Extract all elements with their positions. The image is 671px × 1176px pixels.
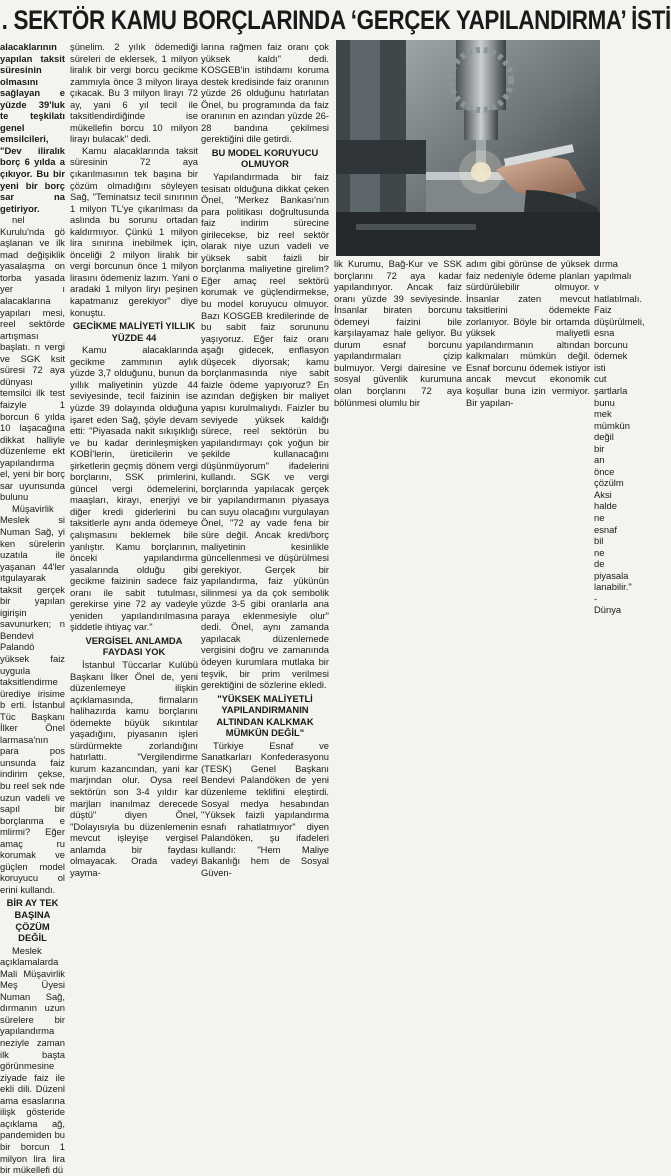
paragraph: larına rağmen faiz oranı çok yüksek kaldı" dedi. KOSGEB'in istihdamı koruma destek kredisinde faiz oranının yüzde 26 olduğunu hatırlatan Önel, bu programında da faiz oranının en azından yüzde 26-28 bandına çekilmesi gerektiğini dile getirdi. [201,41,329,145]
subheading: BİR AY TEK BAŞINA ÇÖZÜM DEĞİL [6,897,59,944]
paragraph: alacaklarının yapılan taksit süresinin olmasını sağlayan e yüzde 39'luk te teşkilatı genel emsilcileri, "Dev iliralık borç 6 yılda a çıkıyor. Bu bir yeni bir borç sar na getiriyor. [0,41,65,214]
column-5 [466,258,590,600]
machining-illustration [336,40,600,256]
column-4 [334,258,462,600]
column-2 [70,41,198,878]
paragraph: Kamu alacaklarında taksit süresinin 72 aya çıkarılmasının tek başına bir çözüm olmadığını söyleyen Sağ, "Teminatsız tecil sınırının 1 milyon TL'ye çıkarılması da aslında bu sorunu ortadan kaldırmıyor. Çünkü 1 milyon lira sınırına inebilmek için, önceliği 2 milyon liralık bir vergi borcunun önce 1 milyon lirasını ödemeniz lazım. Yani o aradaki 1 milyon liryı peşinen kapatmanız gerekiyor" diye konuştu. [70,144,198,318]
paragraph: şünelim. 2 yılık ödemediği süreleri de eklersek, 1 milyon liralık bir vergi borcu gecikme zammıyla önce 3 milyon liraya çıkacak. Bu 3 milyon lirayı 72 ay, yani 6 yıl tecil ile taksitlendirdiğinde ise mükellefin borcu 10 milyon lirayı bulacak" dedi. [70,41,198,145]
headline: . SEKTÖR KAMU BORÇLARINDA ‘GERÇEK YAPILANDIRMA’ İSTİ [1,5,671,35]
paragraph: nel Kurulu'nda gö aşlanan ve ilk mad değişiklik yasalaşma on torba yasada yer ı alacaklarına yapıları mesi, reel sektörde artışması başlatı. n vergi ve SGK ksit süresi 72 aya dünyası temsilci ilk test faizyle 1 borcun 6 yılda 10 laşacağına dikkat halliyle düzenleme ekt yapılandırma el, yeni bir borç sar uyunsunda bulunu [0,214,65,503]
column-1 [0,41,65,1176]
subheading: GECİKME MALİYETİ YILLIK YÜZDE 44 [72,320,196,343]
subheading: VERGİSEL ANLAMDA FAYDASI YOK [85,634,183,658]
column-3 [201,41,329,878]
paragraph: Kamu alacaklarında gecikme zammının aylık yüzde 3,7 olduğunu, bunun da yıllık maliyetinin yüzde 44 seviyesinde, tecil faizinin ise yüzde 39 dolayında olduğuna işaret eden Sağ, şöyle devam etti: "Piyasada nakit sıkışıklığı ve bu kadar derinleşmişken KOBİ'lerin, üreticilerin ve şirketlerin geçmiş dönem vergi borçlarını, SSK primlerini, güncel vergi ödemelerini, maaşları, kirayı, enerjiyi ve diğer kredi giderlerini bu taksitlerle aynı anda ödemeye çalışmasını beklemek bile yanlıştır. Kamu borçlarının, önceki yapılandırma yasalarında olduğu gibi gecikme faizinin sadece faiz oranı ile sabit tutulması, gerekirse yine 72 ay vadeyle yeniden yapılandırılmasına şiddetle ihtiyaç var." [70,344,198,633]
paragraph: Yapılandırmada bir faiz tesisatı olduğuna dikkat çeken Önel, "Merkez Bankası'nın para politikası doğrultusunda faiz indirim sürecine girilecekse, biz reel sektör olarak niye uzun vadeli ve yüksek sabit faizli bir borçlanma maliyetine girelim? Eğer amaç reel sektörü korumak ve güçlendirmekse, bu model koruyucu olmuyor. Bazı KOSGEB kredilerinde de bu sabit faiz sorununu yaşıyoruz. Eğer faiz oranı aşağı gidecek, enflasyon düşecek diyorsak; kamu borçlanmasında niye sabit faizle ödeme yapıyoruz? En azından değişken bir maliyet yapısı kurulmalıydı. Faizler bu seviyede yüksek kaldığı sürece, reel sektörün bu yapılandırmayı çok yoğun bir şekilde kullanacağını düşünmüyorum" ifadelerini kullandı. SGK ve vergi borçlarında yapılacak gerçek bir yapılandırmanın piyasaya can suyu olacağını vurgulayan Önel, "72 ay vade fena bir süre değil. Ancak kredi/borç maliyetinin kesinlikle güncellenmesi ve düşürülmesi gerekiyor. Gerçek bir yapılandırma, faiz yükünün silinmesi ya da çok sembolik yüzde 3-5 gibi oranlarla ana paraya eklenmesiyle olur" dedi. Önel, aynı zamanda yapılacak düzenlemede vergisini doğru ve zamanında ödeyen kurumlara mutlaka bir teşvik, bir prim verilmesi gerektiğini de sözlerine ekledi. [201,171,329,691]
paragraph: Meslek açıklamalarda Mali Müşavirlik Meş Üyesi Numan Sağ, dırmanın uzun sürelere bir yapılandırma neziyle zaman ilk başta görünmesine ziyade faiz ile ekli dili. Düzenl ama esaslarına ilişk gösteride açıklama ağ, pandemiden bu bir borcun 1 milyon lira lira bir mükellefi dü [0,944,65,1176]
subheading: BU MODEL KORUYUCU OLMUYOR [211,146,319,170]
paragraph: dırma yapılmalı v hatlatılmalı. Faiz düşürülmeli, esna borcunu ödemek isti cut şartlarla bunu mek mümkün değil bir an önce çözülm Aksi halde ne esnaf bil ne de piyasala lanabilir." - Dünya [594,258,645,616]
column-6 [594,258,645,616]
paragraph: lik Kurumu, Bağ-Kur ve SSK borçlarını 72 aya kadar yapılandırıyor. Ancak faiz oranı yüzde 39 seviyesinde. İnsanlar biraten borcunu ödemeyi faizini bile karşılayamaz hale geliyor. Bu durum esnaf borcunu yapılandırmaları çizip bulmuyor. Vergi dairesine ve sosyal güvenlik kurumuna olan borçlarını 72 aya bölünmesi olumlu bir [334,258,462,408]
paragraph: adım gibi görünse de yüksek faiz nedeniyle ödeme planları sürdürülebilir olmuyor. İnsanlar zaten mevcut taksitlerini ödemekte zorlanıyor. Böyle bir ortamda yüksek maliyetli yapılandırmanın altından kalkmaları mümkün değil. Esnaf borcunu ödemek istiyor ancak mevcut ekonomik koşullar buna izin vermiyor. Bir yapılan- [466,258,590,408]
article-photo [336,40,600,256]
paragraph: Müşavirlik Meslek si Numan Sağ, yi ken sürelerin uzatıla ile yaşanan 44'ler ıtgulayarak taksit gerçek bir yapılan igirişin savunurken; n Bendevi Palandö yüksek faiz uyguıla taksitlendirme ürediye irisime b erti. İstanbul Tüc Başkanı İlker Önel larmasa'nın para pos unsunda faiz indirim çekse, bu reel sek nde uzun vadeli ve sapıl bir borçlanma e mlirmi? Eğer amaç ru korumak ve güçlen model koruyucu ol erini kullandı. [0,502,65,895]
subheading: "YÜKSEK MALİYETLİ YAPILANDIRMANIN ALTINDAN KALKMAK MÜMKÜN DEĞİL" [216,692,314,739]
paragraph: İstanbul Tüccarlar Kulübü Başkanı İlker Önel de, yeni düzenlemeye ilişkin açıklamasında, firmaların halihazırda kamu borçlarını ödemekte büyük sıkıntılar yaşadığını, piyasanın işleri sürdürmekte zorlandığını hatırlattı. "Vergilendirme kurum kazancından, yani kar marjından olur. Oysa reel sektörün son 3-4 yıldır kar marjları inanılmaz derecede düştü" diyen Önel, "Dolayısıyla bu düzenlemenin mevcut işleyişe vergisel anlamda bir faydası olmayacak. Orada vadeyi yayma- [70,658,198,878]
paragraph: Türkiye Esnaf ve Sanatkarları Konfederasyonu (TESK) Genel Başkanı Bendevi Palandöken de yeni düzenleme teklifini eleştirdi. Sosyal medya hesabından "Yüksek faizli yapılandırma esnafı rahatlatmıyor" diyen Palandöken, şu ifadeleri kullandı: "Hem Maliye Bakanlığı hem de Sosyal Güven- [201,739,329,878]
